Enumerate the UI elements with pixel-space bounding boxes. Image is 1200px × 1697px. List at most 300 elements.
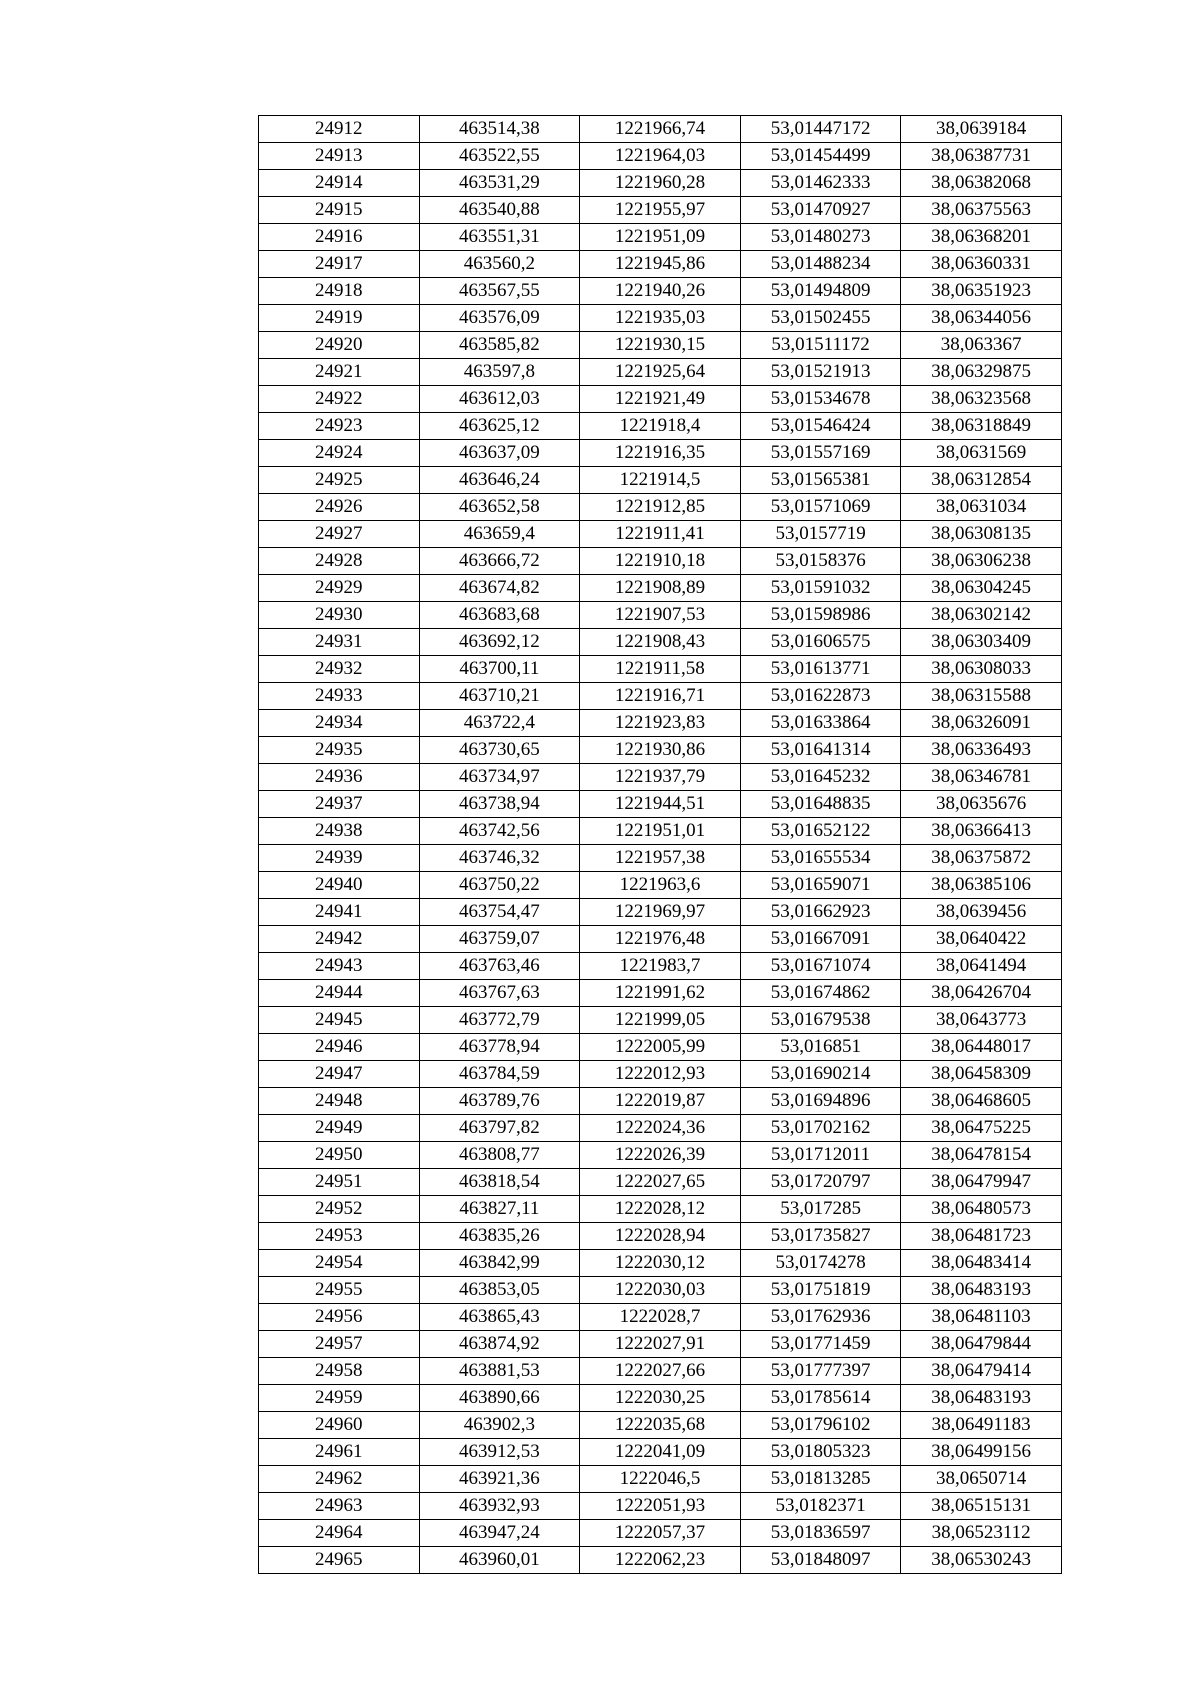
table-row — [259, 305, 1062, 332]
table-row — [259, 683, 1062, 710]
latitude-cell: 53,01557169 — [740, 440, 901, 467]
y-coordinate-cell: 1222035,68 — [580, 1412, 741, 1439]
latitude-cell: 53,01805323 — [740, 1439, 901, 1466]
latitude-cell: 53,0157719 — [740, 521, 901, 548]
y-coordinate-cell: 1221957,38 — [580, 845, 741, 872]
y-coordinate-cell: 1222027,65 — [580, 1169, 741, 1196]
y-coordinate-cell: 1221916,35 — [580, 440, 741, 467]
point-number-cell: 24948 — [259, 1088, 420, 1115]
latitude-cell: 53,01534678 — [740, 386, 901, 413]
y-coordinate-cell: 1221963,6 — [580, 872, 741, 899]
x-coordinate-cell: 463947,24 — [419, 1520, 580, 1547]
point-number-cell: 24954 — [259, 1250, 420, 1277]
x-coordinate-cell: 463730,65 — [419, 737, 580, 764]
latitude-cell: 53,01771459 — [740, 1331, 901, 1358]
x-coordinate-cell: 463692,12 — [419, 629, 580, 656]
point-number-cell: 24923 — [259, 413, 420, 440]
point-number-cell: 24933 — [259, 683, 420, 710]
point-number-cell: 24961 — [259, 1439, 420, 1466]
latitude-cell: 53,01667091 — [740, 926, 901, 953]
y-coordinate-cell: 1222051,93 — [580, 1493, 741, 1520]
longitude-cell: 38,06344056 — [901, 305, 1062, 332]
table-row — [259, 1547, 1062, 1574]
latitude-cell: 53,01591032 — [740, 575, 901, 602]
longitude-cell: 38,06318849 — [901, 413, 1062, 440]
longitude-cell: 38,06479414 — [901, 1358, 1062, 1385]
point-number-cell: 24927 — [259, 521, 420, 548]
longitude-cell: 38,06479947 — [901, 1169, 1062, 1196]
x-coordinate-cell: 463763,46 — [419, 953, 580, 980]
table-row — [259, 764, 1062, 791]
table-row — [259, 1061, 1062, 1088]
longitude-cell: 38,06326091 — [901, 710, 1062, 737]
table-row — [259, 413, 1062, 440]
latitude-cell: 53,01702162 — [740, 1115, 901, 1142]
x-coordinate-cell: 463551,31 — [419, 224, 580, 251]
y-coordinate-cell: 1221912,85 — [580, 494, 741, 521]
table-row — [259, 791, 1062, 818]
point-number-cell: 24962 — [259, 1466, 420, 1493]
x-coordinate-cell: 463932,93 — [419, 1493, 580, 1520]
table-row — [259, 224, 1062, 251]
x-coordinate-cell: 463808,77 — [419, 1142, 580, 1169]
y-coordinate-cell: 1221908,43 — [580, 629, 741, 656]
point-number-cell: 24932 — [259, 656, 420, 683]
y-coordinate-cell: 1222027,91 — [580, 1331, 741, 1358]
longitude-cell: 38,06475225 — [901, 1115, 1062, 1142]
latitude-cell: 53,017285 — [740, 1196, 901, 1223]
latitude-cell: 53,01679538 — [740, 1007, 901, 1034]
table-row — [259, 818, 1062, 845]
longitude-cell: 38,0639456 — [901, 899, 1062, 926]
longitude-cell: 38,06385106 — [901, 872, 1062, 899]
table-row — [259, 1358, 1062, 1385]
y-coordinate-cell: 1221923,83 — [580, 710, 741, 737]
longitude-cell: 38,06483414 — [901, 1250, 1062, 1277]
table-row — [259, 1034, 1062, 1061]
table-row — [259, 170, 1062, 197]
latitude-cell: 53,01813285 — [740, 1466, 901, 1493]
point-number-cell: 24946 — [259, 1034, 420, 1061]
y-coordinate-cell: 1221945,86 — [580, 251, 741, 278]
x-coordinate-cell: 463960,01 — [419, 1547, 580, 1574]
point-number-cell: 24934 — [259, 710, 420, 737]
table-row — [259, 467, 1062, 494]
table-row — [259, 548, 1062, 575]
x-coordinate-cell: 463853,05 — [419, 1277, 580, 1304]
point-number-cell: 24957 — [259, 1331, 420, 1358]
point-number-cell: 24956 — [259, 1304, 420, 1331]
y-coordinate-cell: 1221911,58 — [580, 656, 741, 683]
latitude-cell: 53,01521913 — [740, 359, 901, 386]
longitude-cell: 38,06375872 — [901, 845, 1062, 872]
x-coordinate-cell: 463778,94 — [419, 1034, 580, 1061]
longitude-cell: 38,06360331 — [901, 251, 1062, 278]
latitude-cell: 53,01662923 — [740, 899, 901, 926]
latitude-cell: 53,01694896 — [740, 1088, 901, 1115]
y-coordinate-cell: 1221999,05 — [580, 1007, 741, 1034]
x-coordinate-cell: 463666,72 — [419, 548, 580, 575]
latitude-cell: 53,01598986 — [740, 602, 901, 629]
table-row — [259, 1196, 1062, 1223]
point-number-cell: 24965 — [259, 1547, 420, 1574]
table-row — [259, 1466, 1062, 1493]
longitude-cell: 38,06468605 — [901, 1088, 1062, 1115]
y-coordinate-cell: 1221937,79 — [580, 764, 741, 791]
y-coordinate-cell: 1222030,03 — [580, 1277, 741, 1304]
y-coordinate-cell: 1221911,41 — [580, 521, 741, 548]
longitude-cell: 38,06387731 — [901, 143, 1062, 170]
x-coordinate-cell: 463567,55 — [419, 278, 580, 305]
table-row — [259, 710, 1062, 737]
latitude-cell: 53,01785614 — [740, 1385, 901, 1412]
point-number-cell: 24936 — [259, 764, 420, 791]
table-row — [259, 953, 1062, 980]
point-number-cell: 24935 — [259, 737, 420, 764]
longitude-cell: 38,06366413 — [901, 818, 1062, 845]
x-coordinate-cell: 463674,82 — [419, 575, 580, 602]
x-coordinate-cell: 463625,12 — [419, 413, 580, 440]
point-number-cell: 24959 — [259, 1385, 420, 1412]
table-row — [259, 1331, 1062, 1358]
table-row — [259, 440, 1062, 467]
y-coordinate-cell: 1222027,66 — [580, 1358, 741, 1385]
x-coordinate-cell: 463710,21 — [419, 683, 580, 710]
coordinates-table-body — [259, 116, 1062, 1574]
y-coordinate-cell: 1221918,4 — [580, 413, 741, 440]
latitude-cell: 53,01762936 — [740, 1304, 901, 1331]
x-coordinate-cell: 463912,53 — [419, 1439, 580, 1466]
table-row — [259, 359, 1062, 386]
x-coordinate-cell: 463746,32 — [419, 845, 580, 872]
point-number-cell: 24917 — [259, 251, 420, 278]
point-number-cell: 24963 — [259, 1493, 420, 1520]
table-row — [259, 1412, 1062, 1439]
y-coordinate-cell: 1222057,37 — [580, 1520, 741, 1547]
x-coordinate-cell: 463835,26 — [419, 1223, 580, 1250]
latitude-cell: 53,01571069 — [740, 494, 901, 521]
longitude-cell: 38,06351923 — [901, 278, 1062, 305]
x-coordinate-cell: 463683,68 — [419, 602, 580, 629]
x-coordinate-cell: 463890,66 — [419, 1385, 580, 1412]
point-number-cell: 24939 — [259, 845, 420, 872]
longitude-cell: 38,06480573 — [901, 1196, 1062, 1223]
y-coordinate-cell: 1221955,97 — [580, 197, 741, 224]
y-coordinate-cell: 1222019,87 — [580, 1088, 741, 1115]
table-row — [259, 1277, 1062, 1304]
table-row — [259, 494, 1062, 521]
point-number-cell: 24964 — [259, 1520, 420, 1547]
table-row — [259, 386, 1062, 413]
latitude-cell: 53,01648835 — [740, 791, 901, 818]
y-coordinate-cell: 1221916,71 — [580, 683, 741, 710]
point-number-cell: 24945 — [259, 1007, 420, 1034]
x-coordinate-cell: 463921,36 — [419, 1466, 580, 1493]
y-coordinate-cell: 1221944,51 — [580, 791, 741, 818]
point-number-cell: 24912 — [259, 116, 420, 143]
latitude-cell: 53,01633864 — [740, 710, 901, 737]
point-number-cell: 24913 — [259, 143, 420, 170]
x-coordinate-cell: 463612,03 — [419, 386, 580, 413]
point-number-cell: 24949 — [259, 1115, 420, 1142]
x-coordinate-cell: 463902,3 — [419, 1412, 580, 1439]
table-row — [259, 251, 1062, 278]
table-row — [259, 521, 1062, 548]
longitude-cell: 38,06382068 — [901, 170, 1062, 197]
longitude-cell: 38,06515131 — [901, 1493, 1062, 1520]
table-row — [259, 1169, 1062, 1196]
longitude-cell: 38,06303409 — [901, 629, 1062, 656]
longitude-cell: 38,06315588 — [901, 683, 1062, 710]
latitude-cell: 53,01641314 — [740, 737, 901, 764]
y-coordinate-cell: 1221976,48 — [580, 926, 741, 953]
y-coordinate-cell: 1221930,15 — [580, 332, 741, 359]
latitude-cell: 53,01546424 — [740, 413, 901, 440]
latitude-cell: 53,01454499 — [740, 143, 901, 170]
table-row — [259, 629, 1062, 656]
latitude-cell: 53,01488234 — [740, 251, 901, 278]
x-coordinate-cell: 463750,22 — [419, 872, 580, 899]
point-number-cell: 24928 — [259, 548, 420, 575]
table-row — [259, 899, 1062, 926]
longitude-cell: 38,06336493 — [901, 737, 1062, 764]
y-coordinate-cell: 1221930,86 — [580, 737, 741, 764]
x-coordinate-cell: 463818,54 — [419, 1169, 580, 1196]
latitude-cell: 53,01671074 — [740, 953, 901, 980]
x-coordinate-cell: 463842,99 — [419, 1250, 580, 1277]
latitude-cell: 53,01848097 — [740, 1547, 901, 1574]
point-number-cell: 24953 — [259, 1223, 420, 1250]
x-coordinate-cell: 463767,63 — [419, 980, 580, 1007]
point-number-cell: 24951 — [259, 1169, 420, 1196]
x-coordinate-cell: 463637,09 — [419, 440, 580, 467]
table-row — [259, 926, 1062, 953]
x-coordinate-cell: 463742,56 — [419, 818, 580, 845]
longitude-cell: 38,06483193 — [901, 1277, 1062, 1304]
table-row — [259, 872, 1062, 899]
latitude-cell: 53,01502455 — [740, 305, 901, 332]
point-number-cell: 24931 — [259, 629, 420, 656]
y-coordinate-cell: 1222028,7 — [580, 1304, 741, 1331]
latitude-cell: 53,01751819 — [740, 1277, 901, 1304]
point-number-cell: 24914 — [259, 170, 420, 197]
y-coordinate-cell: 1221951,09 — [580, 224, 741, 251]
y-coordinate-cell: 1221964,03 — [580, 143, 741, 170]
x-coordinate-cell: 463659,4 — [419, 521, 580, 548]
latitude-cell: 53,01720797 — [740, 1169, 901, 1196]
table-row — [259, 656, 1062, 683]
latitude-cell: 53,01565381 — [740, 467, 901, 494]
y-coordinate-cell: 1222024,36 — [580, 1115, 741, 1142]
latitude-cell: 53,01796102 — [740, 1412, 901, 1439]
point-number-cell: 24919 — [259, 305, 420, 332]
y-coordinate-cell: 1221951,01 — [580, 818, 741, 845]
longitude-cell: 38,06308033 — [901, 656, 1062, 683]
latitude-cell: 53,01674862 — [740, 980, 901, 1007]
point-number-cell: 24958 — [259, 1358, 420, 1385]
point-number-cell: 24920 — [259, 332, 420, 359]
y-coordinate-cell: 1222041,09 — [580, 1439, 741, 1466]
point-number-cell: 24929 — [259, 575, 420, 602]
longitude-cell: 38,06481723 — [901, 1223, 1062, 1250]
y-coordinate-cell: 1221910,18 — [580, 548, 741, 575]
x-coordinate-cell: 463514,38 — [419, 116, 580, 143]
table-row — [259, 332, 1062, 359]
point-number-cell: 24926 — [259, 494, 420, 521]
y-coordinate-cell: 1221935,03 — [580, 305, 741, 332]
y-coordinate-cell: 1221914,5 — [580, 467, 741, 494]
point-number-cell: 24942 — [259, 926, 420, 953]
point-number-cell: 24918 — [259, 278, 420, 305]
table-row — [259, 1007, 1062, 1034]
x-coordinate-cell: 463881,53 — [419, 1358, 580, 1385]
longitude-cell: 38,06302142 — [901, 602, 1062, 629]
longitude-cell: 38,06499156 — [901, 1439, 1062, 1466]
latitude-cell: 53,01622873 — [740, 683, 901, 710]
y-coordinate-cell: 1222026,39 — [580, 1142, 741, 1169]
longitude-cell: 38,06375563 — [901, 197, 1062, 224]
y-coordinate-cell: 1222012,93 — [580, 1061, 741, 1088]
longitude-cell: 38,0631034 — [901, 494, 1062, 521]
point-number-cell: 24947 — [259, 1061, 420, 1088]
y-coordinate-cell: 1221908,89 — [580, 575, 741, 602]
longitude-cell: 38,06426704 — [901, 980, 1062, 1007]
latitude-cell: 53,0182371 — [740, 1493, 901, 1520]
latitude-cell: 53,01645232 — [740, 764, 901, 791]
table-row — [259, 197, 1062, 224]
latitude-cell: 53,01712011 — [740, 1142, 901, 1169]
y-coordinate-cell: 1222028,94 — [580, 1223, 741, 1250]
x-coordinate-cell: 463522,55 — [419, 143, 580, 170]
y-coordinate-cell: 1221907,53 — [580, 602, 741, 629]
point-number-cell: 24925 — [259, 467, 420, 494]
longitude-cell: 38,06448017 — [901, 1034, 1062, 1061]
x-coordinate-cell: 463652,58 — [419, 494, 580, 521]
longitude-cell: 38,06479844 — [901, 1331, 1062, 1358]
point-number-cell: 24924 — [259, 440, 420, 467]
point-number-cell: 24937 — [259, 791, 420, 818]
table-row — [259, 1115, 1062, 1142]
x-coordinate-cell: 463540,88 — [419, 197, 580, 224]
table-row — [259, 845, 1062, 872]
table-row — [259, 1520, 1062, 1547]
latitude-cell: 53,01494809 — [740, 278, 901, 305]
table-row — [259, 737, 1062, 764]
latitude-cell: 53,01690214 — [740, 1061, 901, 1088]
point-number-cell: 24930 — [259, 602, 420, 629]
longitude-cell: 38,06523112 — [901, 1520, 1062, 1547]
latitude-cell: 53,01777397 — [740, 1358, 901, 1385]
longitude-cell: 38,063367 — [901, 332, 1062, 359]
longitude-cell: 38,06491183 — [901, 1412, 1062, 1439]
point-number-cell: 24943 — [259, 953, 420, 980]
longitude-cell: 38,0631569 — [901, 440, 1062, 467]
y-coordinate-cell: 1221969,97 — [580, 899, 741, 926]
latitude-cell: 53,01652122 — [740, 818, 901, 845]
x-coordinate-cell: 463646,24 — [419, 467, 580, 494]
table-row — [259, 575, 1062, 602]
latitude-cell: 53,01470927 — [740, 197, 901, 224]
longitude-cell: 38,06304245 — [901, 575, 1062, 602]
longitude-cell: 38,0641494 — [901, 953, 1062, 980]
longitude-cell: 38,0635676 — [901, 791, 1062, 818]
table-row — [259, 1304, 1062, 1331]
point-number-cell: 24952 — [259, 1196, 420, 1223]
y-coordinate-cell: 1222005,99 — [580, 1034, 741, 1061]
y-coordinate-cell: 1222030,25 — [580, 1385, 741, 1412]
point-number-cell: 24941 — [259, 899, 420, 926]
point-number-cell: 24960 — [259, 1412, 420, 1439]
latitude-cell: 53,01613771 — [740, 656, 901, 683]
x-coordinate-cell: 463560,2 — [419, 251, 580, 278]
x-coordinate-cell: 463576,09 — [419, 305, 580, 332]
table-row — [259, 1250, 1062, 1277]
point-number-cell: 24944 — [259, 980, 420, 1007]
x-coordinate-cell: 463772,79 — [419, 1007, 580, 1034]
longitude-cell: 38,0639184 — [901, 116, 1062, 143]
point-number-cell: 24950 — [259, 1142, 420, 1169]
x-coordinate-cell: 463865,43 — [419, 1304, 580, 1331]
table-row — [259, 1385, 1062, 1412]
longitude-cell: 38,06458309 — [901, 1061, 1062, 1088]
x-coordinate-cell: 463784,59 — [419, 1061, 580, 1088]
longitude-cell: 38,06323568 — [901, 386, 1062, 413]
latitude-cell: 53,0158376 — [740, 548, 901, 575]
latitude-cell: 53,01836597 — [740, 1520, 901, 1547]
y-coordinate-cell: 1221921,49 — [580, 386, 741, 413]
latitude-cell: 53,01447172 — [740, 116, 901, 143]
x-coordinate-cell: 463789,76 — [419, 1088, 580, 1115]
y-coordinate-cell: 1222046,5 — [580, 1466, 741, 1493]
table-row — [259, 1439, 1062, 1466]
point-number-cell: 24922 — [259, 386, 420, 413]
table-row — [259, 980, 1062, 1007]
longitude-cell: 38,06329875 — [901, 359, 1062, 386]
y-coordinate-cell: 1221940,26 — [580, 278, 741, 305]
y-coordinate-cell: 1222062,23 — [580, 1547, 741, 1574]
y-coordinate-cell: 1221960,28 — [580, 170, 741, 197]
latitude-cell: 53,0174278 — [740, 1250, 901, 1277]
point-number-cell: 24921 — [259, 359, 420, 386]
y-coordinate-cell: 1222030,12 — [580, 1250, 741, 1277]
table-row — [259, 1493, 1062, 1520]
longitude-cell: 38,06481103 — [901, 1304, 1062, 1331]
latitude-cell: 53,01462333 — [740, 170, 901, 197]
table-row — [259, 602, 1062, 629]
latitude-cell: 53,01511172 — [740, 332, 901, 359]
y-coordinate-cell: 1221925,64 — [580, 359, 741, 386]
longitude-cell: 38,06312854 — [901, 467, 1062, 494]
x-coordinate-cell: 463722,4 — [419, 710, 580, 737]
x-coordinate-cell: 463759,07 — [419, 926, 580, 953]
x-coordinate-cell: 463531,29 — [419, 170, 580, 197]
latitude-cell: 53,01659071 — [740, 872, 901, 899]
longitude-cell: 38,0640422 — [901, 926, 1062, 953]
y-coordinate-cell: 1221991,62 — [580, 980, 741, 1007]
table-row — [259, 143, 1062, 170]
table-row — [259, 1142, 1062, 1169]
x-coordinate-cell: 463797,82 — [419, 1115, 580, 1142]
latitude-cell: 53,016851 — [740, 1034, 901, 1061]
point-number-cell: 24915 — [259, 197, 420, 224]
x-coordinate-cell: 463827,11 — [419, 1196, 580, 1223]
x-coordinate-cell: 463874,92 — [419, 1331, 580, 1358]
longitude-cell: 38,0643773 — [901, 1007, 1062, 1034]
table-row — [259, 278, 1062, 305]
y-coordinate-cell: 1222028,12 — [580, 1196, 741, 1223]
x-coordinate-cell: 463734,97 — [419, 764, 580, 791]
x-coordinate-cell: 463700,11 — [419, 656, 580, 683]
